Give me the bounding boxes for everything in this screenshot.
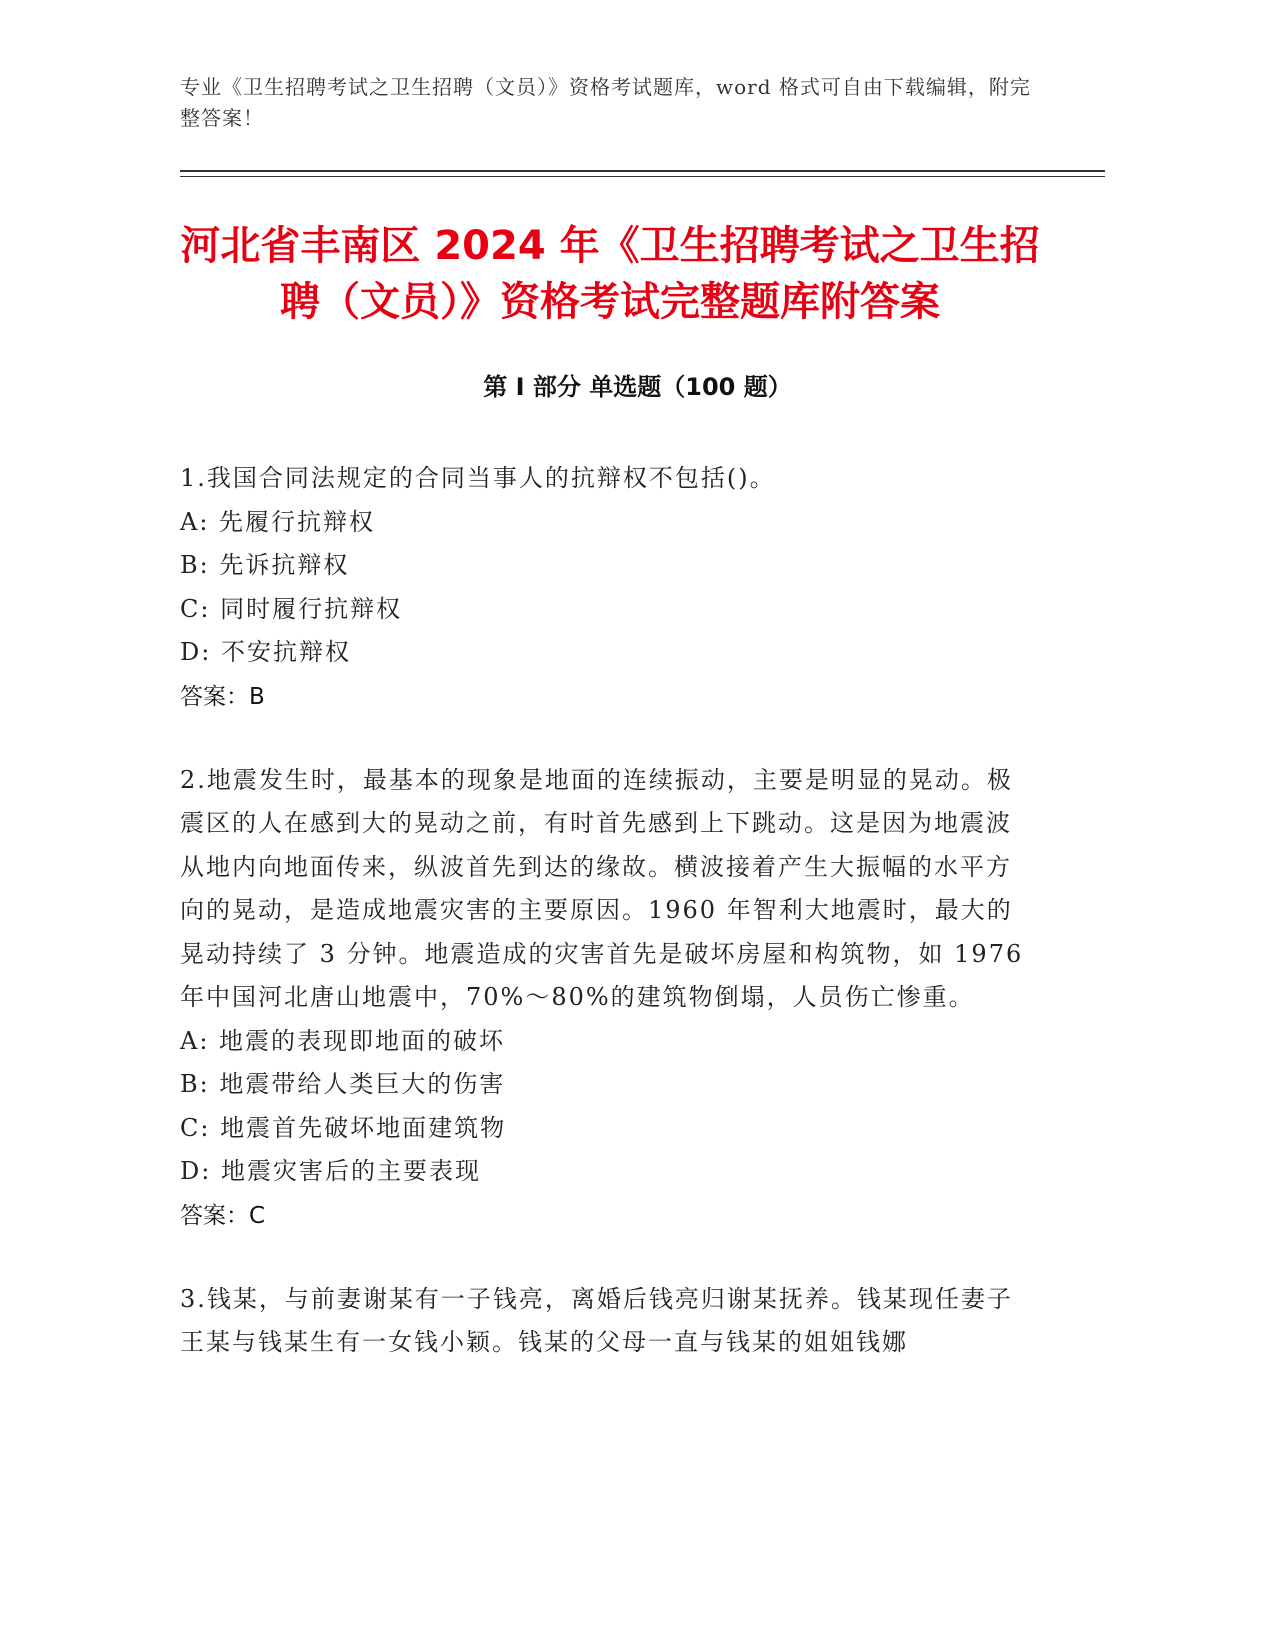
header-divider-thick	[180, 170, 1105, 172]
question-stem: 3.钱某，与前妻谢某有一子钱亮，离婚后钱亮归谢某抚养。钱某现任妻子王某与钱某生有一女钱小颖。钱某的父母一直与钱某的姐姐钱娜	[180, 1284, 1013, 1356]
option-d: D: 不安抗辩权	[180, 638, 351, 666]
header-divider-thin	[180, 176, 1105, 177]
answer-line: 答案：C	[180, 1202, 266, 1229]
document-title: 河北省丰南区 2024 年《卫生招聘考试之卫生招聘（文员）》资格考试完整题库附答案	[180, 223, 1040, 325]
option-b: B: 地震带给人类巨大的伤害	[180, 1070, 506, 1098]
question-item	[180, 759, 1025, 1238]
question-list	[180, 457, 1025, 1405]
header-note: 专业《卫生招聘考试之卫生招聘（文员）》资格考试题库，word 格式可自由下载编辑，附完整答案！	[180, 75, 1031, 130]
option-b: B: 先诉抗辩权	[180, 551, 350, 579]
option-d: D: 地震灾害后的主要表现	[180, 1157, 481, 1185]
question-stem: 2.地震发生时，最基本的现象是地面的连续振动，主要是明显的晃动。极震区的人在感到大的晃动之前，有时首先感到上下跳动。这是因为地震波从地内向地面传来，纵波首先到达的缘故。横波接着产生大振幅的水平方向的晃动，是造成地震灾害的主要原因。1960 年智利大地震时，最大的晃动持续了 3 分钟。地震造成的灾害首先是破坏房屋和构筑物，如 1976 年中国河北唐山地震中，70%～80%的建筑物倒塌，人员伤亡惨重。	[180, 765, 1024, 1011]
question-stem: 1.我国合同法规定的合同当事人的抗辩权不包括()。	[180, 464, 776, 492]
answer-line: 答案：B	[180, 683, 265, 710]
option-c: C: 同时履行抗辩权	[180, 594, 403, 623]
question-item	[180, 1278, 1025, 1365]
question-item	[180, 457, 1025, 719]
option-a: A: 地震的表现即地面的破坏	[180, 1026, 506, 1055]
option-c: C: 地震首先破坏地面建筑物	[180, 1113, 507, 1142]
section-title: 第 I 部分 单选题（100 题）	[483, 373, 792, 401]
option-a: A: 先履行抗辩权	[180, 507, 376, 536]
